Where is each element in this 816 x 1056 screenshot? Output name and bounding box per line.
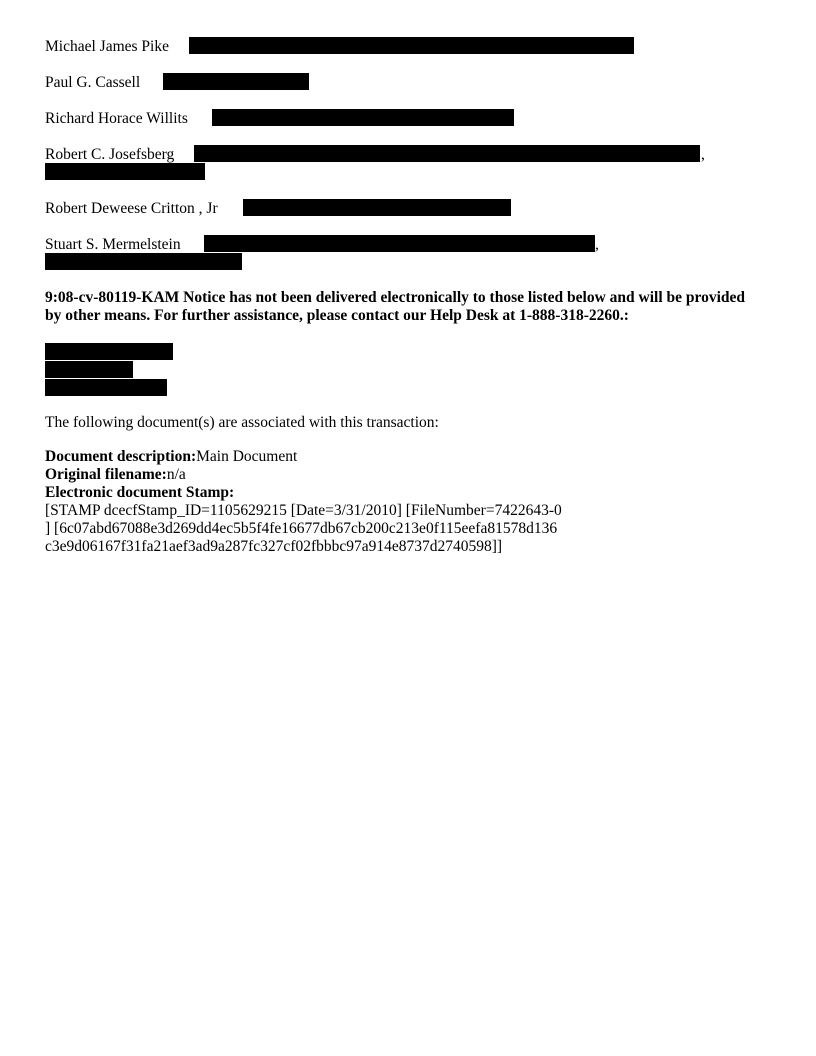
notice-line-1: 9:08-cv-80119-KAM Notice has not been delivered electronically to those listed below and will be provided (45, 289, 746, 306)
redaction-bar (45, 343, 173, 360)
recipient-name: Stuart S. Mermelstein (45, 236, 181, 253)
recipient-name: Richard Horace Willits (45, 110, 188, 127)
redaction-bar (204, 235, 595, 252)
document-description-label: Document description: (45, 448, 197, 465)
associated-documents-text: The following document(s) are associated with this transaction: (45, 414, 439, 431)
redaction-bar (45, 163, 205, 180)
redaction-bar (45, 253, 242, 270)
redaction-bar (163, 73, 309, 90)
recipient-name: Robert Deweese Critton , Jr (45, 200, 218, 217)
redaction-bar (194, 145, 700, 162)
stamp-line: c3e9d06167f31fa21aef3ad9a287fc327cf02fbbbc97a914e8737d2740598]] (45, 538, 503, 555)
redaction-bar (45, 361, 133, 378)
redaction-bar (243, 199, 511, 216)
document-description-value: Main Document (196, 448, 298, 465)
document-description (45, 448, 297, 466)
electronic-stamp-label: Electronic document Stamp: (45, 484, 235, 501)
recipient-name: Michael James Pike (45, 38, 169, 55)
stamp-line: [STAMP dcecfStamp_ID=1105629215 [Date=3/31/2010] [FileNumber=7422643-0 (45, 502, 562, 519)
original-filename-label: Original filename: (45, 466, 167, 483)
recipient-name: Robert C. Josefsberg (45, 146, 175, 163)
recipient-trailing-comma: , (595, 236, 599, 253)
delivery-notice (45, 289, 785, 325)
redaction-bar (212, 109, 514, 126)
recipient-name: Paul G. Cassell (45, 74, 141, 91)
original-filename (45, 466, 186, 484)
original-filename-value: n/a (166, 466, 186, 483)
notice-line-2: by other means. For further assistance, please contact our Help Desk at 1-888-318-2260.: (45, 307, 629, 324)
redaction-bar (189, 37, 634, 54)
stamp-line: ] [6c07abd67088e3d269dd4ec5b5f4fe16677db67cb200c213e0f115eefa81578d136 (45, 520, 558, 537)
redaction-bar (45, 379, 167, 396)
recipient-trailing-comma: , (701, 146, 705, 163)
